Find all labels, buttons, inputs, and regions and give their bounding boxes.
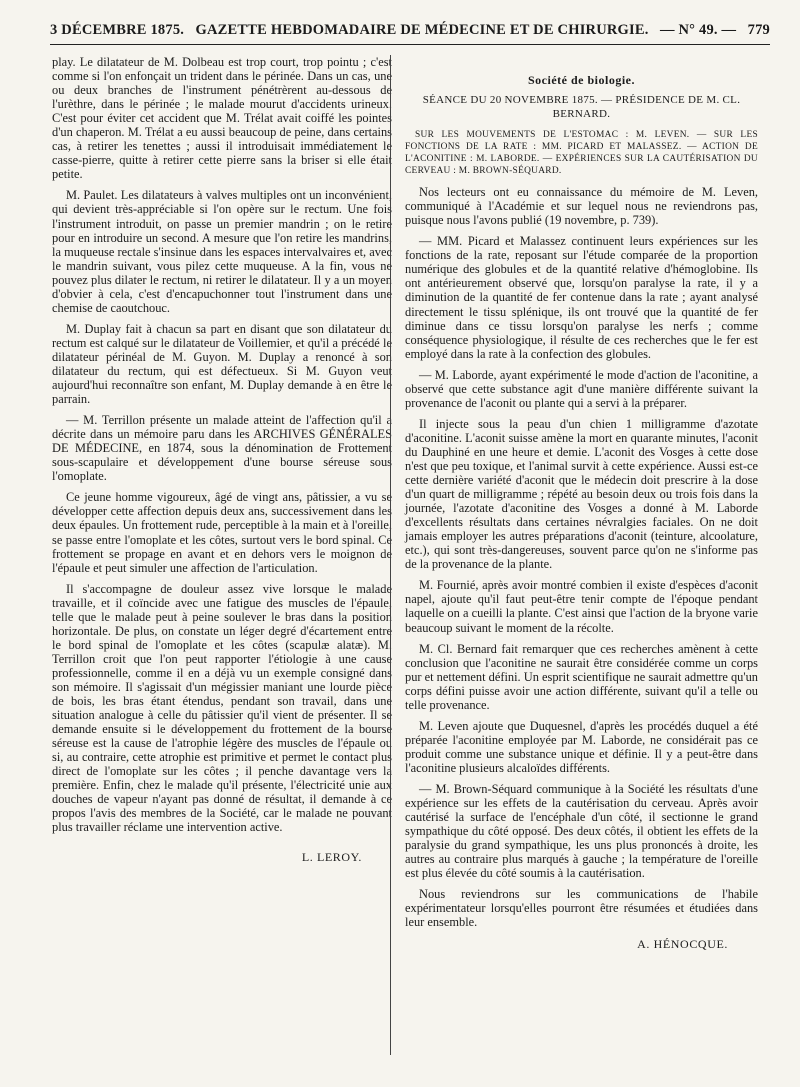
right-column [405, 55, 758, 951]
header-rule [50, 44, 770, 45]
right-paragraph: Nos lecteurs ont eu connaissance du mémoire de M. Leven, communiqué à l'Académie et sur lequel nous ne reviendrons pas, puisque nous l'avons publié (19 novembre, p. 739). [405, 185, 758, 228]
seance-line: SÉANCE DU 20 NOVEMBRE 1875. — PRÉSIDENCE DE M. CL. BERNARD. [422, 94, 741, 121]
session-summary: SUR LES MOUVEMENTS DE L'ESTOMAC : M. LEVEN. — SUR LES FONCTIONS DE LA RATE : MM. PICARD ET MALASSEZ. — ACTION DE L'ACONITINE : M. LABORDE. — EXPÉRIENCES SUR LA CAUTÉRISATION DU CERVEAU : M. BROWN-SÉQUARD. [405, 130, 758, 177]
left-paragraph: M. Duplay fait à chacun sa part en disant que son dilatateur du rectum est calqué sur le dilatateur de Voillemier, et qu'il a précédé le dilatateur périnéal de M. Guyon. M. Duplay a renoncé à son dilatateur du rectum, qui est défectueux. Si M. Guyon veut aujourd'hui reconnaître son enfant, M. Duplay demande à en être le parrain. [52, 321, 392, 407]
left-paragraph: Ce jeune homme vigoureux, âgé de vingt ans, pâtissier, a vu se développer cette affection depuis deux ans, successivement dans les deux épaules. Un frottement rude, perceptible à la main et à l'oreille, se passe entre l'omoplate et les côtes, surtout vers le bord spinal. Ce frottement se propage en avant et en dehors vers le moignon de l'épaule et peut simuler une affection de l'articulation. [52, 490, 392, 575]
left-column [52, 55, 392, 865]
right-paragraph: M. Fournié, après avoir montré combien il existe d'espèces d'aconit napel, ajoute qu'il faut peut-être tenir compte de l'époque pendant laquelle on a cueilli la plante. C'est ainsi que l'action de la bryone varie beaucoup suivant le moment de la récolte. [405, 578, 758, 635]
column-divider [390, 55, 391, 1055]
header-date: 3 DÉCEMBRE 1875. [50, 22, 185, 38]
left-signature: L. LEROY. [301, 850, 362, 865]
section-title: Société de biologie. [528, 73, 635, 87]
header-page-number: 779 [747, 22, 770, 38]
page-header [50, 22, 770, 44]
right-paragraph: Nous reviendrons sur les communications de l'habile expérimentateur lorsqu'elles pourront être résumées et étudiées dans leur ensemble. [405, 887, 758, 930]
right-paragraph: — M. Brown-Séquard communique à la Société les résultats d'une expérience sur les effets de la cautérisation du cerveau. Après avoir cautérisé la surface de l'encéphale d'un côté, il sectionne le grand sympathique du côté opposé. Des deux côtés, il obtient les effets de la paralysie du grand sympathique, les uns plus prononcés à droite, les autres au contraire plus marqués à gauche ; la température de l'oreille est plus élevée du côté soumis à la cautérisation. [405, 781, 758, 881]
left-paragraph: play. Le dilatateur de M. Dolbeau est trop court, trop pointu ; c'est comme si l'on enfonçait un trident dans le périnée. Dans un cas, une ou deux branches de l'instrument pénétrèrent au-dessous de l'urèthre, dans le périnée ; le malade mourut d'accidents urineux. C'est pour éviter cet accident que M. Trélat avait coiffé les pointes d'un chaperon. M. Trélat a eu aussi beaucoup de peine, dans certains cas, à retirer les tenettes ; aussi il introduisait immédiatement le casse-pierre, quitte à retirer cette pierre sans la briser si elle était petite. [52, 55, 392, 182]
right-signature: A. HÉNOCQUE. [637, 937, 728, 952]
right-paragraph: M. Cl. Bernard fait remarquer que ces recherches amènent à cette conclusion que l'aconitine ne saurait être considérée comme un corps pur et nettement défini. Un esprit scientifique ne saurait admettre qu'un corps défini puisse avoir une action différente, suivant qu'il a telle ou telle provenance. [405, 641, 758, 712]
left-paragraph: Il s'accompagne de douleur assez vive lorsque le malade travaille, et il coïncide avec une fatigue des muscles de l'épaule, telle que le malade peut à peine soulever le bras dans la position horizontale. De plus, on constate un léger degré d'écartement entre le bord spinal de l'omoplate et les côtes (scapulæ alatæ). M. Terrillon croit que l'on peut rapporter l'étiologie à une cause professionnelle, comme il en a déjà vu un exemple consigné dans son mémoire. Il s'agissait d'un mégissier maniant une lourde pièce de bois, les bras étant étendus, pendant son travail, dans une situation analogue à celle du pâtissier qu'il vient de présenter. Il se demande ensuite si le développement du frottement de la bourse séreuse est la cause de l'atrophie légère des muscles de l'épaule ou si, au contraire, cette atrophie est primitive et permet le contact plus direct de l'omoplate sur les côtes ; il penche davantage vers la première. Enfin, chez le malade qu'il présente, l'électricité unie aux douches de vapeur n'ayant pas donné de résultat, il demande à ce propos l'avis des membres de la Société, car le malade ne pouvant plus travailler réclame une intervention active. [52, 581, 392, 835]
left-paragraph: — M. Terrillon présente un malade atteint de l'affection qu'il a décrite dans un mémoire paru dans les ARCHIVES GÉNÉRALES DE MÉDECINE, en 1874, sous la dénomination de Frottement sous-scapulaire et développement d'une bourse séreuse sous l'omoplate. [52, 413, 392, 484]
header-number: — N° 49. — [659, 22, 737, 38]
left-paragraph: M. Paulet. Les dilatateurs à valves multiples ont un inconvénient, qui devient très-appréciable si l'on opère sur le rectum. Une fois l'instrument introduit, on passe un premier mandrin ; on le retire pour en introduire un second. A mesure que l'on retire les mandrins, la muqueuse rectale s'insinue dans les espaces intervalvaires et, avec le mandrin suivant, vous pilez cette muqueuse. A la fin, vous ne pouvez plus dilater le rectum, ni retirer le dilatateur. Il y a un moyen d'obvier à cela, c'est d'encapuchonner tout l'instrument dans une chemise de caoutchouc. [52, 188, 392, 315]
header-title: GAZETTE HEBDOMADAIRE DE MÉDECINE ET DE CHIRURGIE. [195, 22, 649, 38]
right-paragraph: — M. Laborde, ayant expérimenté le mode d'action de l'aconitine, a observé que cette substance agit d'une manière différente suivant la provenance de l'aconit ou plante qui a servi à la préparer. [405, 367, 758, 410]
right-paragraph: — MM. Picard et Malassez continuent leurs expériences sur les fonctions de la rate, reposant sur l'étude comparée de la proportion numérique des globules et de la quantité relative d'hémoglobine. Ils ont antérieurement observé que, lorsqu'on paralyse la rate, il y a diminution de la quantité de fer contenue dans la rate ; ayant analysé directement le tissu splénique, ils ont trouvé que la quantité de fer diminue dans ce tissu lorsqu'on paralyse les nerfs ; comme conséquence physiologique, il résulte de ces recherches que le fer est employé dans la rate à la confection des globules. [405, 234, 758, 361]
right-paragraph: Il injecte sous la peau d'un chien 1 milligramme d'azotate d'aconitine. L'aconit suisse amène la mort en quarante minutes, l'aconit du Dauphiné en une heure et demie. L'aconit des Vosges à cette dose n'est que peu toxique, et l'animal survit à cette expérience. Aussi est-ce cette dernière variété d'aconit que le médecin doit prescrire à la dose d'un quart de milligramme ; répété au besoin deux ou trois fois dans la journée, l'azotate d'aconitine des Vosges a donné à M. Laborde d'excellents résultats dans certaines névralgies faciales. On ne doit jamais employer les autres préparations d'aconit (teinture, alcoolature, etc.), qui sont très-dangereuses, souvent parce qu'on ne s'informe pas de la provenance de la plante. [405, 416, 758, 572]
right-paragraph: M. Leven ajoute que Duquesnel, d'après les procédés duquel a été préparée l'aconitine employée par M. Laborde, ne considérait pas ce produit comme une substance unique et définie. Il y a peut-être dans l'aconitine plusieurs alcaloïdes différents. [405, 718, 758, 775]
